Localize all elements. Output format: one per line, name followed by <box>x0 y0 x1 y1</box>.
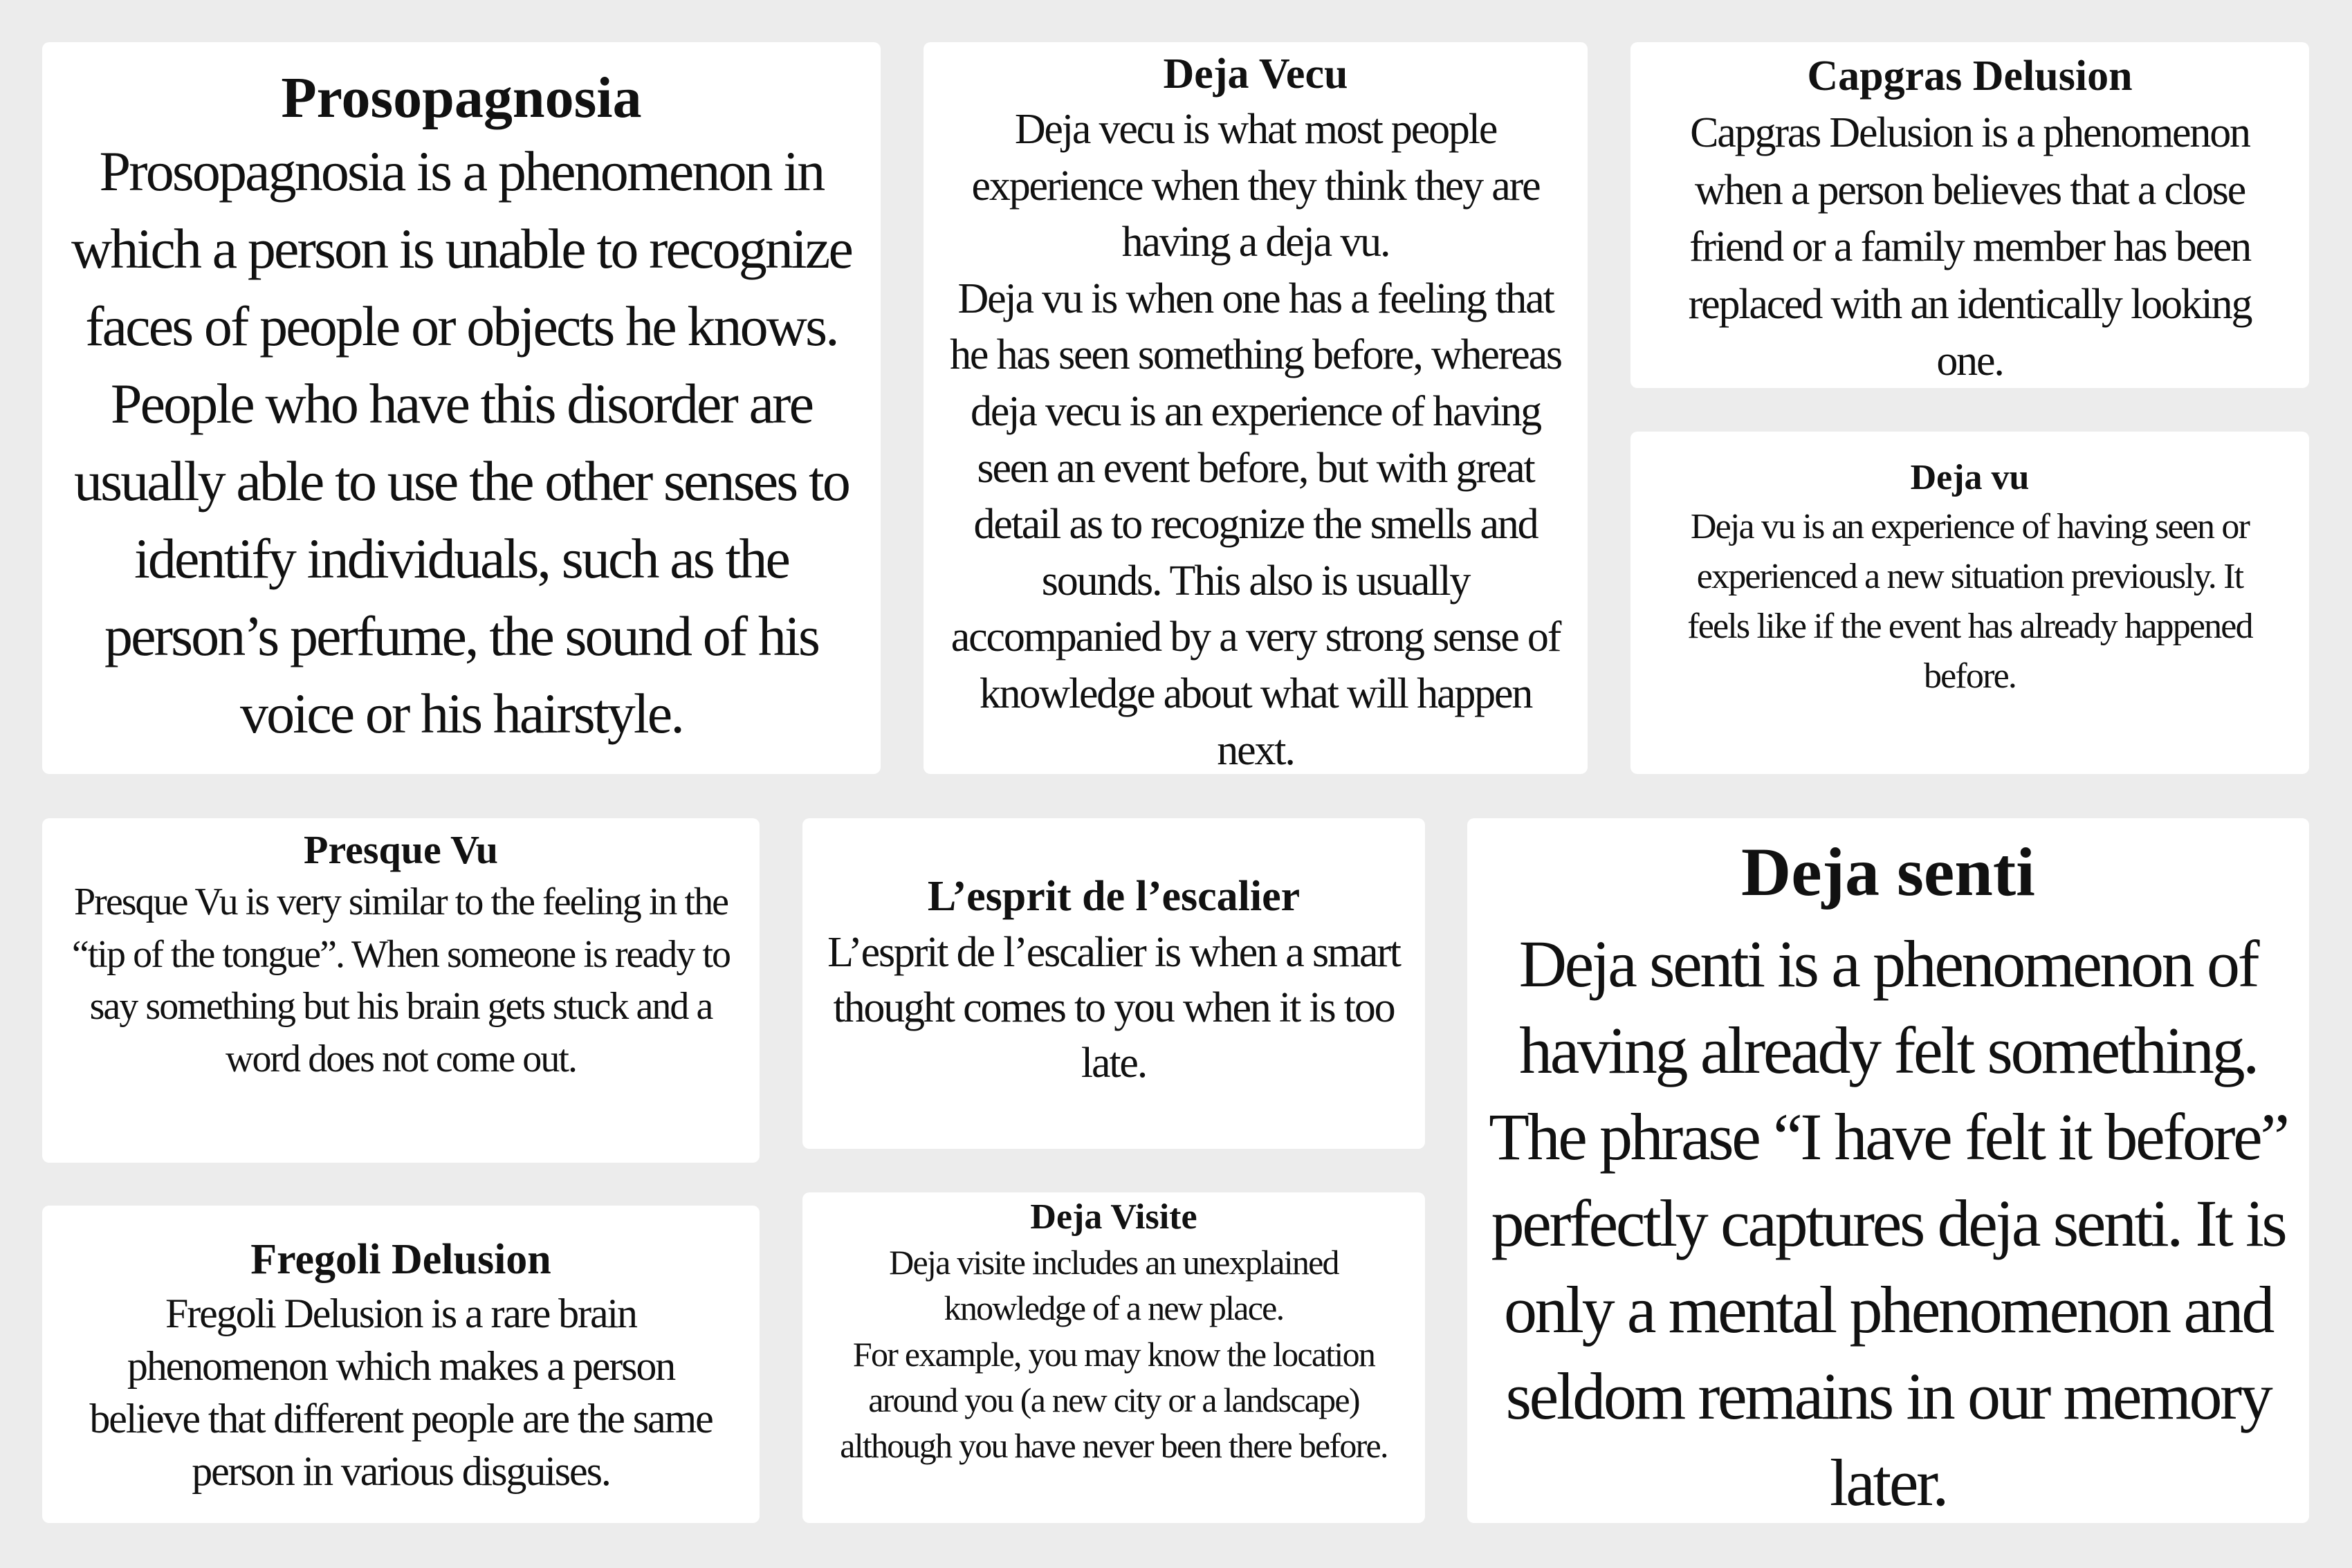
card-fregoli-delusion <box>42 1206 760 1523</box>
card-body: Deja visite includes an unexplained knowledge of a new place. <box>889 1243 1339 1328</box>
card-body: Fregoli Delusion is a rare brain phenomenon which makes a person believe that different people are the same person in various disguises. <box>89 1291 713 1494</box>
card-title: Prosopagnosia <box>281 66 642 130</box>
card-body-continued: For example, you may know the location around you (a new city or a landscape) although you have never been there before. <box>840 1334 1388 1466</box>
card-body: L’esprit de l’escalier is when a smart thought comes to you when it is too late. <box>827 929 1400 1087</box>
card-title: Capgras Delusion <box>1807 53 2133 100</box>
card-deja-vecu <box>924 42 1588 774</box>
card-body: Deja vecu is what most people experience when they think they are having a deja vu. <box>971 106 1540 266</box>
card-body: Deja vu is an experience of having seen or experienced a new situation previously. It feels like if the event has already happened before. <box>1687 507 2252 696</box>
card-body-continued: Deja vu is when one has a feeling that he has seen something before, whereas deja vecu is an experience of having seen an event before, but with great detail as to recognize the smells and sounds. This also is usually accompanied by a very strong sense of knowledge about what will happen next. <box>950 275 1561 774</box>
card-capgras-delusion <box>1630 42 2309 388</box>
card-presque-vu <box>42 818 760 1163</box>
card-title: Fregoli Delusion <box>250 1236 551 1283</box>
card-body: Presque Vu is very similar to the feeling in the “tip of the tongue”. When someone is ready to say something but his brain gets stuck and a word does not come out. <box>71 880 731 1080</box>
card-body: Prosopagnosia is a phenomenon in which a person is unable to recognize faces of people or objects he knows. People who have this disorder are usually able to use the other senses to identify individuals, such as the person’s perfume, the sound of his voice or his hairstyle. <box>71 140 852 745</box>
card-esprit-de-lescalier <box>802 818 1425 1149</box>
card-deja-vu <box>1630 432 2309 774</box>
card-prosopagnosia <box>42 42 881 774</box>
card-title: Deja Visite <box>1030 1197 1197 1237</box>
card-deja-visite <box>802 1192 1425 1523</box>
card-title: Deja Vecu <box>1163 50 1348 98</box>
card-title: Presque Vu <box>304 827 498 872</box>
card-title: Deja senti <box>1741 833 2035 910</box>
card-body: Capgras Delusion is a phenomenon when a person believes that a close friend or a family member has been replaced with an identically looking one. <box>1688 109 2252 385</box>
card-title: L’esprit de l’escalier <box>927 873 1301 920</box>
card-deja-senti <box>1467 818 2309 1523</box>
card-title: Deja vu <box>1910 458 2030 497</box>
card-body: Deja senti is a phenomenon of having already felt something. The phrase “I have felt it before” perfectly captures deja senti. It is only a mental phenomenon and seldom remains in our memory later. <box>1489 927 2288 1520</box>
